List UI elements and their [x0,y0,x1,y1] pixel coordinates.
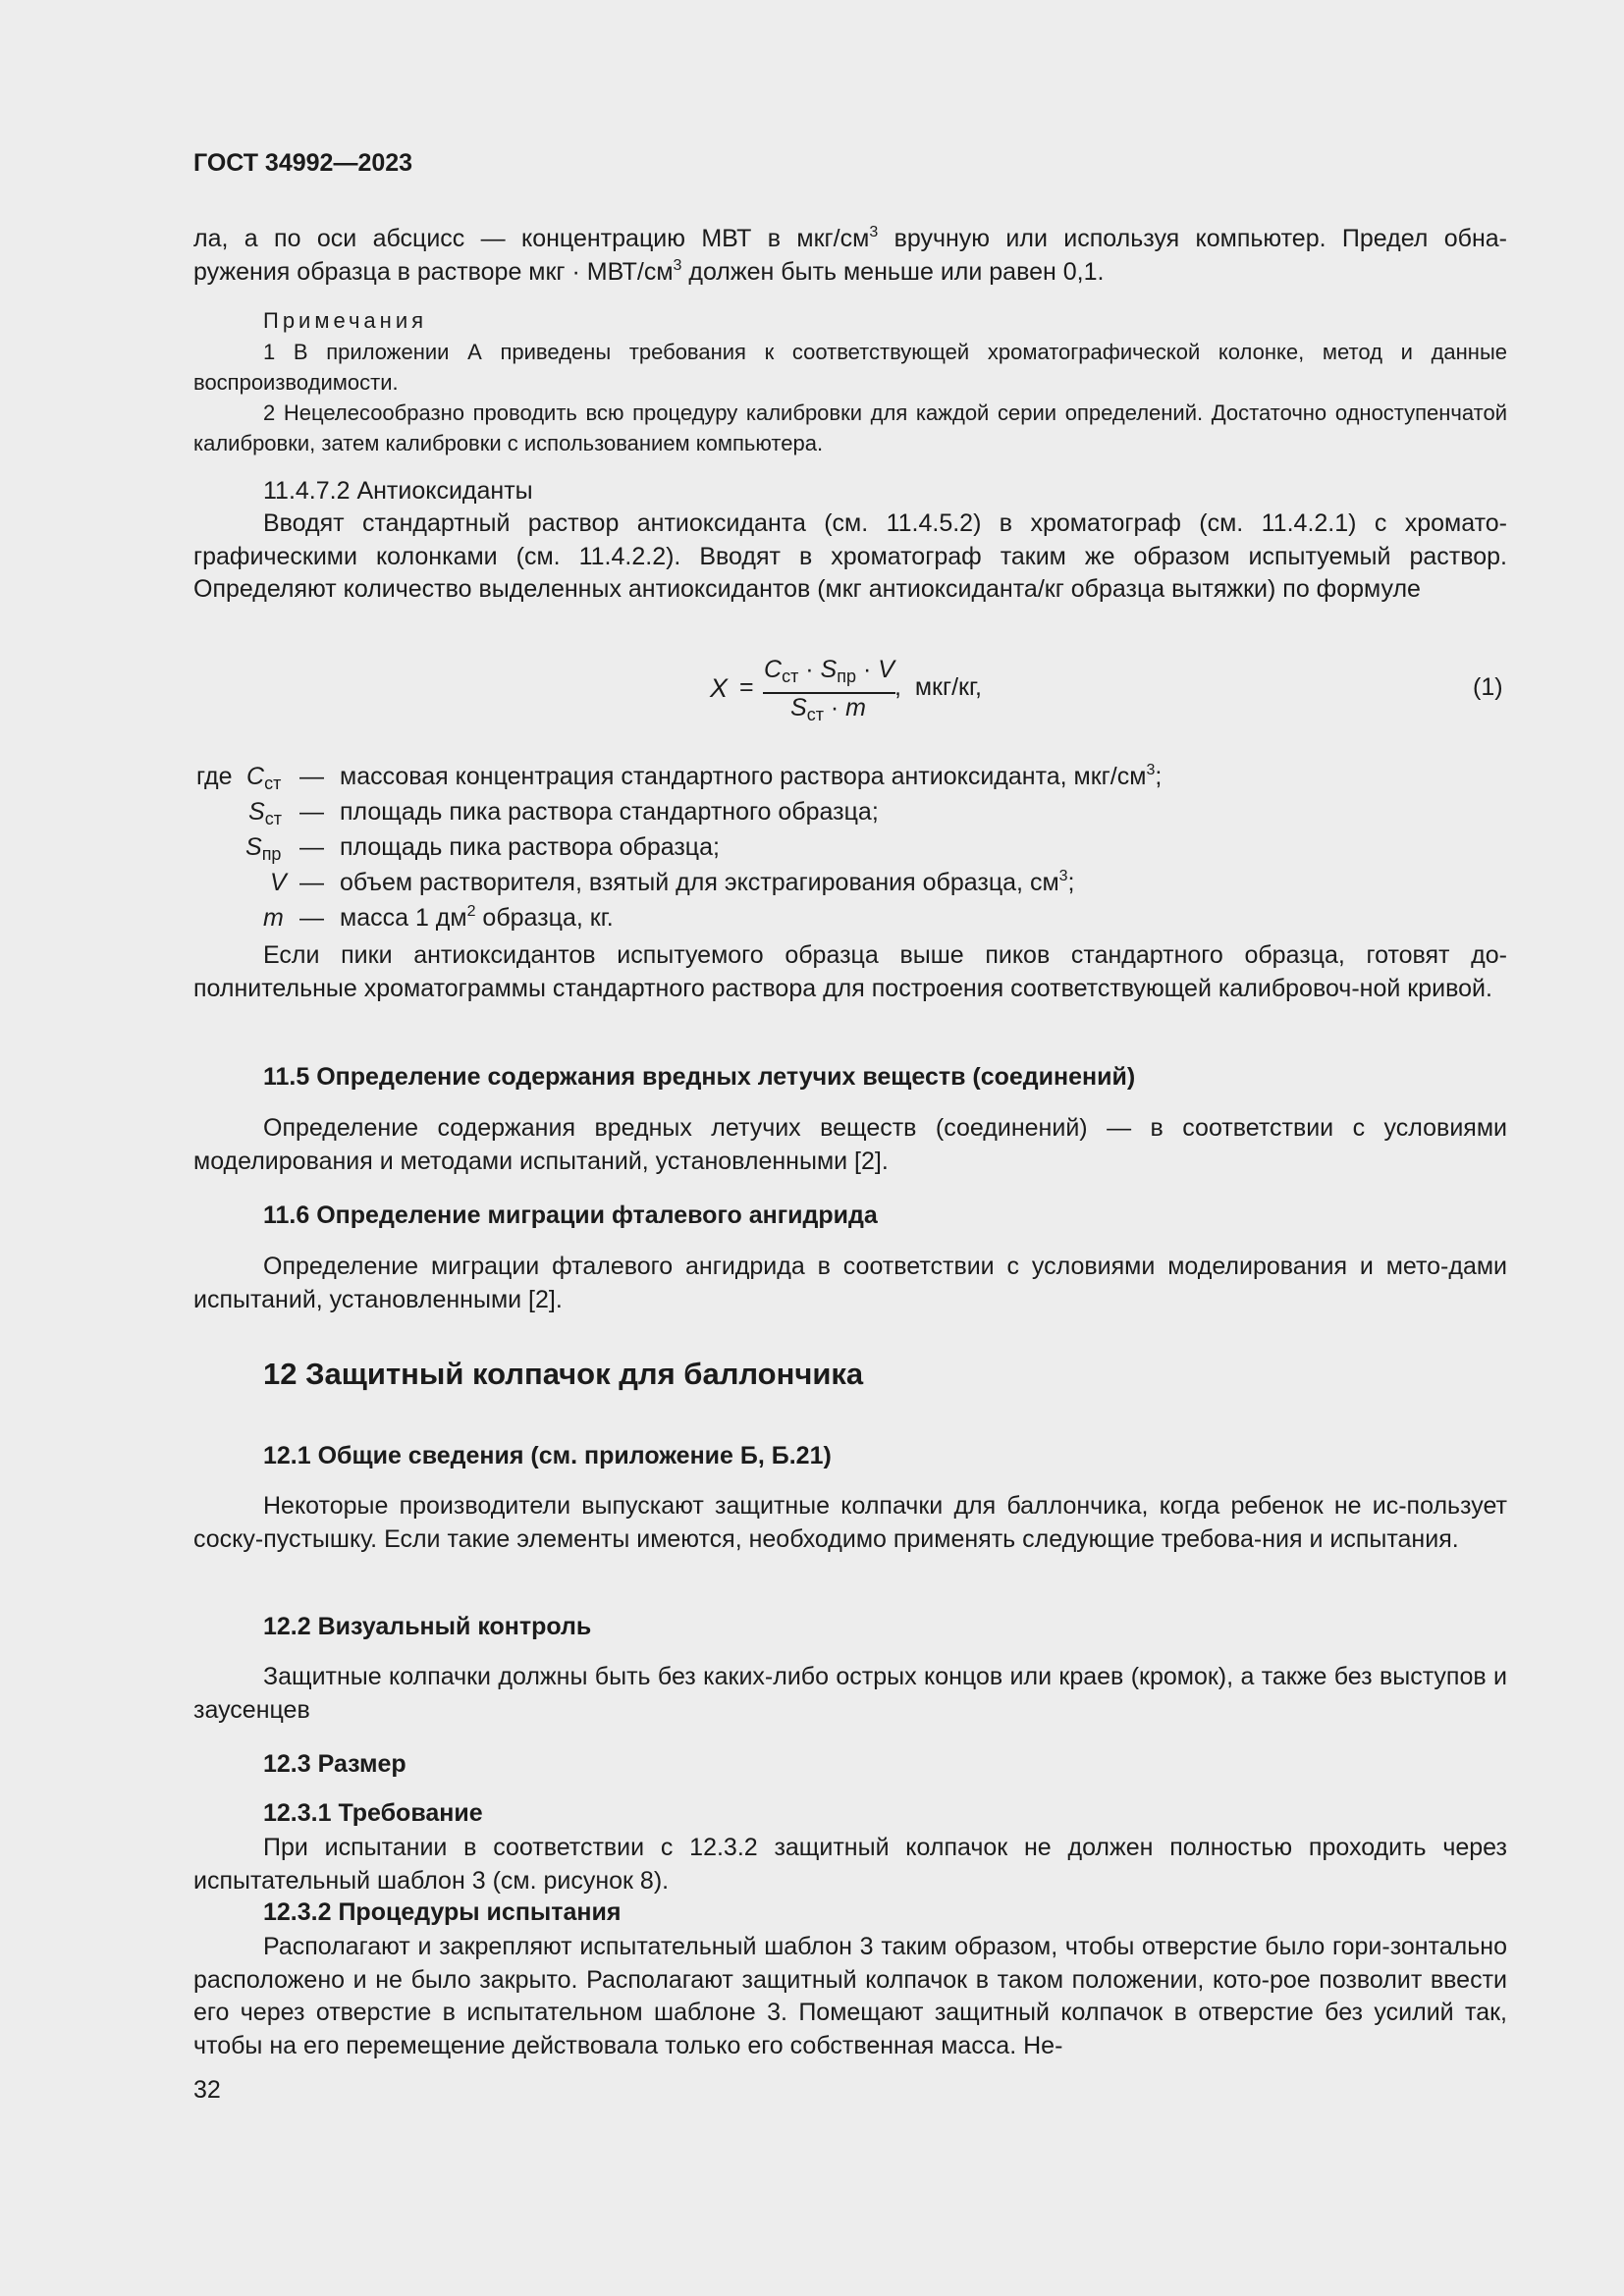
legend-text: масса 1 дм [340,904,467,932]
heading-12-3-1: 12.3.1 Требование [263,1799,483,1827]
legend-row-m [0,902,1624,935]
legend-dash: — [299,763,324,790]
legend-sym: V [270,869,287,896]
paragraph-11-5: Определение содержания вредных летучих веществ (соединений) — в соответствии с условиями моделирования и методами испытаний, установленными [2]. [193,1114,1507,1175]
document-header: ГОСТ 34992—2023 [193,149,413,177]
legend-text: площадь пика раствора стандартного образца; [340,798,879,826]
legend-text: объем растворителя, взятый для экстрагирования образца, см [340,869,1059,896]
legend-dash: — [299,904,324,932]
num-v: V [878,656,894,683]
paragraph-11-4-7-2: Вводят стандартный раствор антиоксиданта (см. 11.4.5.2) в хроматограф (см. 11.4.2.1) с хромато-графическими колонками (см. 11.4.2.2). Вводят в хроматограф таким же образом испытуемый раствор. Определяют количество выделенных антиоксидантов (мкг антиоксиданта/кг образца вытяжки) по формуле [193,509,1507,603]
num-s-sub: пр [837,667,856,686]
legend-tail: ; [1067,869,1075,896]
formula-number: (1) [1473,673,1503,701]
legend-sym: m [263,904,284,932]
intro-part2: вручную или используя компьютер. Предел обна- [878,225,1507,252]
heading-12: 12 Защитный колпачок для баллончика [263,1357,864,1391]
den-dot: · [830,694,839,721]
note-1: 1 В приложении А приведены требования к соответствующей хроматографической колонке, метод и данные воспроизводимости. [193,340,1507,395]
legend-row-s-st [0,796,1624,829]
num-s: S [820,656,838,683]
legend-sym: S [245,833,262,861]
legend-sym: C [246,763,265,790]
formula-lhs: X [710,673,729,703]
intro-part1: ла, а по оси абсцисс — концентрацию МВТ в мкг/см [193,225,870,252]
num-c: C [764,656,783,683]
intro-paragraph [193,223,1507,289]
legend-sub: ст [264,809,282,828]
note-2: 2 Нецелесообразно проводить всю процедуру калибровки для каждой серии определений. Достаточно одноступенчатой калибровки, затем калибровки с использованием компьютера. [193,400,1507,455]
heading-11-5: 11.5 Определение содержания вредных летучих веществ (соединений) [263,1063,1136,1091]
paragraph-12-1: Некоторые производители выпускают защитные колпачки для баллончика, когда ребенок не ис-пользует соску-пустышку. Если такие элементы имеются, необходимо применять следующие требова-ния и испытания. [193,1492,1507,1553]
paragraph-peaks: Если пики антиоксидантов испытуемого образца выше пиков стандартного образца, готовят до-полнительные хроматограммы стандартного раствора для построения соответствующей калибровоч-ной кривой. [193,941,1507,1002]
legend-dash: — [299,798,324,826]
formula-units: , мкг/кг, [894,673,982,701]
intro-part3: ружения образца в растворе мкг · МВТ/см [193,257,674,286]
heading-11-6: 11.6 Определение миграции фталевого ангидрида [263,1201,878,1229]
legend-tail: образца, кг. [475,904,614,932]
legend-sup: 3 [1146,762,1156,778]
legend-text: массовая концентрация стандартного раствора антиоксиданта, мкг/см [340,763,1147,790]
paragraph-12-3-2: Располагают и закрепляют испытательный шаблон 3 таким образом, чтобы отверстие было гори-зонтально расположено и не было закрыто. Располагают защитный колпачок в таком положении, кото-рое позволит ввести его через отверстие в испытательном шаблоне 3. Помещают защитный колпачок в отверстие без усилий так, чтобы на его перемещение действовала только его собственная масса. Не- [193,1933,1507,2059]
legend-sub: ст [264,774,282,793]
heading-12-3-2: 12.3.2 Процедуры испытания [263,1898,622,1926]
page-number: 32 [193,2076,221,2104]
formula-denominator [790,694,866,725]
legend-text: площадь пика раствора образца; [340,833,720,861]
den-s-sub: ст [806,705,824,724]
paragraph-12-2: Защитные колпачки должны быть без каких-либо острых концов или краев (кромок), а также без выступов и заусенцев [193,1663,1507,1724]
legend-sub: пр [261,844,282,864]
legend-where: где [196,763,233,790]
legend-sup: 2 [466,903,476,920]
legend-dash: — [299,869,324,896]
paragraph-12-3-1: При испытании в соответствии с 12.3.2 защитный колпачок не должен полностью проходить через испытательный шаблон 3 (см. рисунок 8). [193,1834,1507,1895]
num-c-sub: ст [782,667,799,686]
legend-row-s-pr [0,831,1624,865]
heading-12-3: 12.3 Размер [263,1750,406,1778]
legend-row-c-st [0,761,1624,794]
paragraph-11-6: Определение миграции фталевого ангидрида в соответствии с условиями моделирования и мето-дами испытаний, установленными [2]. [193,1253,1507,1313]
legend-dash: — [299,833,324,861]
heading-12-1: 12.1 Общие сведения (см. приложение Б, Б.21) [263,1442,832,1469]
intro-part4: должен быть меньше или равен 0,1. [681,257,1105,286]
intro-sup2: 3 [673,256,682,274]
formula-numerator [764,656,894,687]
intro-sup1: 3 [869,224,879,240]
den-m: m [845,694,866,721]
legend-row-v [0,867,1624,900]
num-dot1: · [805,656,814,683]
formula-equals: = [739,673,754,701]
legend-sym: S [248,798,265,826]
heading-12-2: 12.2 Визуальный контроль [263,1613,592,1640]
heading-11-4-7-2: 11.4.7.2 Антиоксиданты [263,477,533,505]
notes-title: Примечания [263,308,428,333]
legend-tail: ; [1155,763,1163,790]
num-dot2: · [862,656,872,683]
den-s: S [790,694,807,721]
legend-sup: 3 [1058,868,1068,884]
